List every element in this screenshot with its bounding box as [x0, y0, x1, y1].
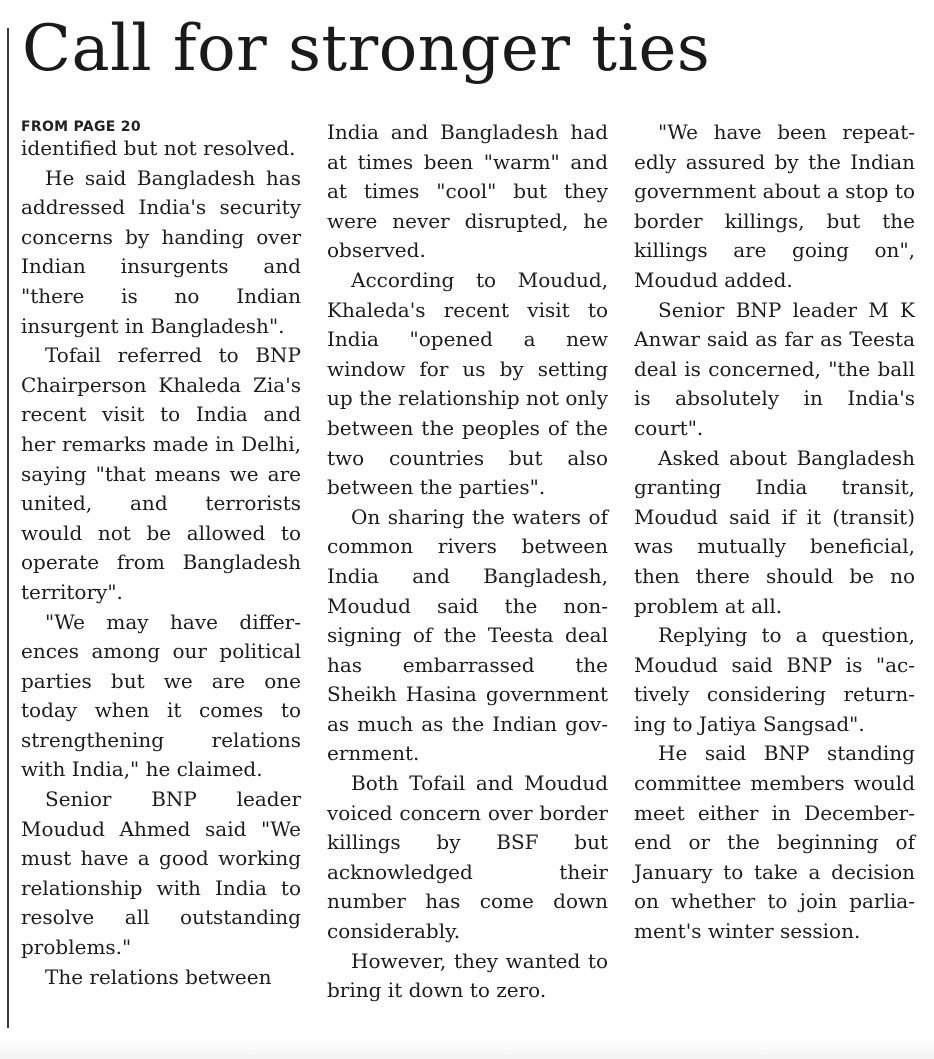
continuation-label: FROM PAGE 20 [21, 119, 141, 135]
paragraph: According to Moudud, Khaleda's recent visit to India "opened a new window for us by setting up the relationship not only between the peoples of the two countries but also between the parties". [327, 267, 608, 500]
article-column-1 [21, 118, 301, 992]
paragraph: He said BNP standing committee members would meet either in December-end or the beginning of January to take a decision on whether to join parliament's winter session. [634, 741, 915, 944]
paragraph: identified but not resolved. [21, 136, 296, 160]
paragraph: The relations between [45, 964, 272, 989]
paragraph: Asked about Bangladesh granting India transit, Moudud said if it (transit) was mutually beneficial, then there should be no problem at all. [634, 445, 915, 618]
paragraph: On sharing the waters of common rivers between India and Bangladesh, Moudud said the non-signing of the Teesta deal has embarrassed the Sheikh Hasina government as much as the Indian government. [327, 504, 608, 766]
paragraph: Senior BNP leader Moudud Ahmed said "We must have a good working relationship with India to resolve all outstanding problems." [21, 787, 301, 960]
article-column-3 [634, 118, 915, 947]
paragraph: Tofail referred to BNP Chairperson Khaleda Zia's recent visit to India and her remarks made in Delhi, saying "that means we are united, and terrorists would not be allowed to operate from Bangladesh territory". [21, 343, 301, 604]
paragraph: He said Bangladesh has addressed India's security concerns by handing over Indian insurgents and "there is no Indian insurgent in Bangladesh". [21, 165, 301, 338]
paragraph: Both Tofail and Moudud voiced concern over border killings by BSF but acknowledged their number has come down considerably. [327, 771, 608, 944]
paragraph: However, they wanted to bring it down to zero. [327, 948, 608, 1003]
paragraph: Replying to a question, Moudud said BNP is "actively considering returning to Jatiya Sangsad". [634, 623, 915, 736]
paragraph: "We may have differences among our political parties but we are one today when it comes to strengthening relations with India," he claimed. [21, 609, 301, 782]
headline: Call for stronger ties [22, 12, 711, 86]
page-edge [0, 1041, 934, 1059]
paragraph: "We have been repeatedly assured by the Indian government about a stop to border killings, but the killings are going on", Moudud added. [634, 120, 915, 292]
paragraph: Senior BNP leader M K Anwar said as far as Teesta deal is concerned, "the ball is absolutely in India's court". [634, 297, 915, 440]
paragraph: India and Bangladesh had at times been "warm" and at times "cool" but they were never disrupted, he observed. [327, 120, 608, 263]
column-rule [7, 28, 9, 1028]
article-column-2 [327, 118, 608, 1006]
